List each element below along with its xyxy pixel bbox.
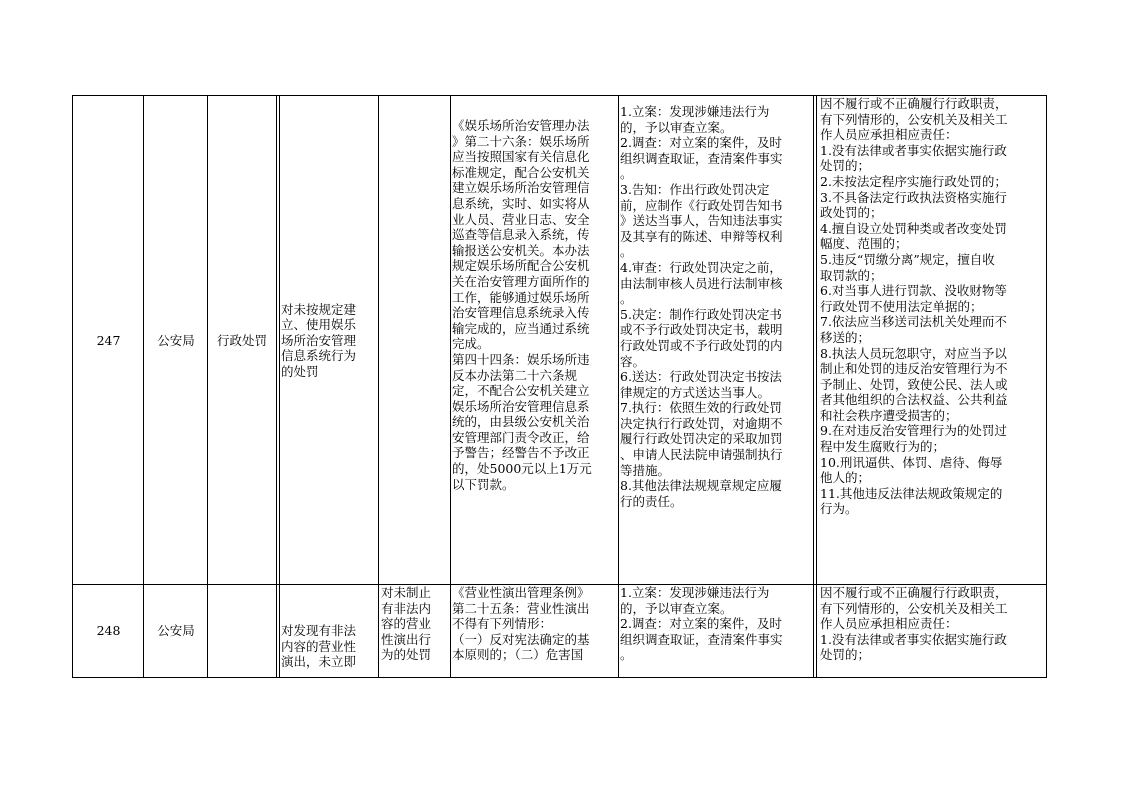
row-248-subitem-name: 对未制止 有非法内 容的营业 性演出行 为的处罚 (381, 585, 432, 663)
table-column-divider (450, 95, 451, 678)
row-247-power-type: 行政处罚 (216, 332, 267, 348)
row-248-legal-basis: 《营业性演出管理条例》 第二十五条：营业性演出 不得有下列情形： （一）反对宪法确定的基 本原则的；（二）危害国 (452, 585, 590, 663)
table-border-right (1046, 95, 1047, 678)
table-column-divider (276, 95, 277, 678)
row-247-number: 247 (96, 332, 121, 348)
table-border-top (72, 95, 1047, 96)
row-248-department: 公安局 (157, 623, 195, 639)
row-248-item-name: 对发现有非法 内容的营业性 演出，未立即 (281, 623, 357, 670)
row-248-liability: 因不履行或不正确履行行政职责， 有下列情形的，公安机关及相关工 作人员应承担相应责任： 1.没有法律或者事实依据实施行政 处罚的； (820, 585, 1008, 663)
row-247-subitem-name (381, 96, 449, 585)
row-248-process-responsibility: 1.立案：发现涉嫌违法行为 的，予以审查立案。 2.调查：对立案的案件，及时 组织调查取证，查清案件事实 。 (620, 585, 783, 663)
table-column-divider (378, 95, 379, 678)
row-247-liability: 因不履行或不正确履行行政职责， 有下列情形的，公安机关及相关工 作人员应承担相应责任： 1.没有法律或者事实依据实施行政 处罚的； 2.未按法定程序实施行政处罚的； 3.不具备法定行政执法资格实施行 政处罚的； 4.擅自设立处罚种类或者改变处罚 幅度、范围的； 5.违反“罚缴分离”规定，擅自收 取罚款的； 6.对当事人进行罚款、没收财物等 行政处罚不使用法定单据的； 7.依法应当移送司法机关处理而不 移送的； 8.执法人员玩忽职守，对应当予以 制止和处罚的违反治安管理行为不 予制止、处罚，致使公民、法人或 者其他组织的合法权益、公共利益 和社会秩序遭受损害的； 9.在对违反治安管理行为的处罚过 程中发生腐败行为的； 10.刑讯逼供、体罚、虐待、侮辱 他人的； 11.其他违反法律法规政策规定的 行为。 (820, 96, 1008, 517)
table-column-divider (816, 95, 817, 678)
table-column-divider (143, 95, 144, 678)
table-column-divider (618, 95, 619, 678)
row-247-legal-basis: 《娱乐场所治安管理办法 》第二十六条：娱乐场所 应当按照国家有关信息化 标准规定，配合公安机关 建立娱乐场所治安管理信 息系统，实时、如实将从 业人员、营业日志、安全 巡查等信息录入系统，传 输报送公安机关。本办法 规定娱乐场所配合公安机 关在治安管理方面所作的 工作，能够通过娱乐场所 治安管理信息系统录入传 输完成的，应当通过系统 完成。 第四十四条：娱乐场所违 反本办法第二十六条规 定，不配合公安机关建立 娱乐场所治安管理信息系 统的，由县级公安机关治 安管理部门责令改正，给 予警告；经警告不予改正 的，处5000元以上1万元 以下罚款。 (452, 118, 592, 492)
row-248-number: 248 (96, 623, 121, 639)
table-border-bottom (72, 677, 1047, 678)
table-column-divider (813, 95, 814, 678)
row-248-power-type (208, 585, 276, 677)
table-border-left (72, 95, 73, 678)
row-247-process-responsibility: 1.立案：发现涉嫌违法行为 的，予以审查立案。 2.调查：对立案的案件，及时 组织调查取证，查清案件事实 。 3.告知：作出行政处罚决定 前，应制作《行政处罚告知书 》送达当事人，告知违法事实 及其享有的陈述、申辩等权利 。 4.审查：行政处罚决定之前， 由法制审核人员进行法制审核 。 5.决定：制作行政处罚决定书 或不予行政处罚决定书，载明 行政处罚或不予行政处罚的内 容。 6.送达：行政处罚决定书按法 律规定的方式送达当事人。 7.执行：依照生效的行政处罚 决定执行行政处罚，对逾期不 履行行政处罚决定的采取加罚 、申请人民法院申请强制执行 等措施。 8.其他法律法规规章规定应履 行的责任。 (620, 104, 783, 509)
row-247-department: 公安局 (157, 332, 195, 348)
table-row-divider (72, 584, 1047, 585)
row-247-item-name: 对未按规定建 立、使用娱乐 场所治安管理 信息系统行为 的处罚 (281, 301, 357, 379)
table-column-divider (207, 95, 208, 678)
table-column-divider (279, 95, 280, 678)
